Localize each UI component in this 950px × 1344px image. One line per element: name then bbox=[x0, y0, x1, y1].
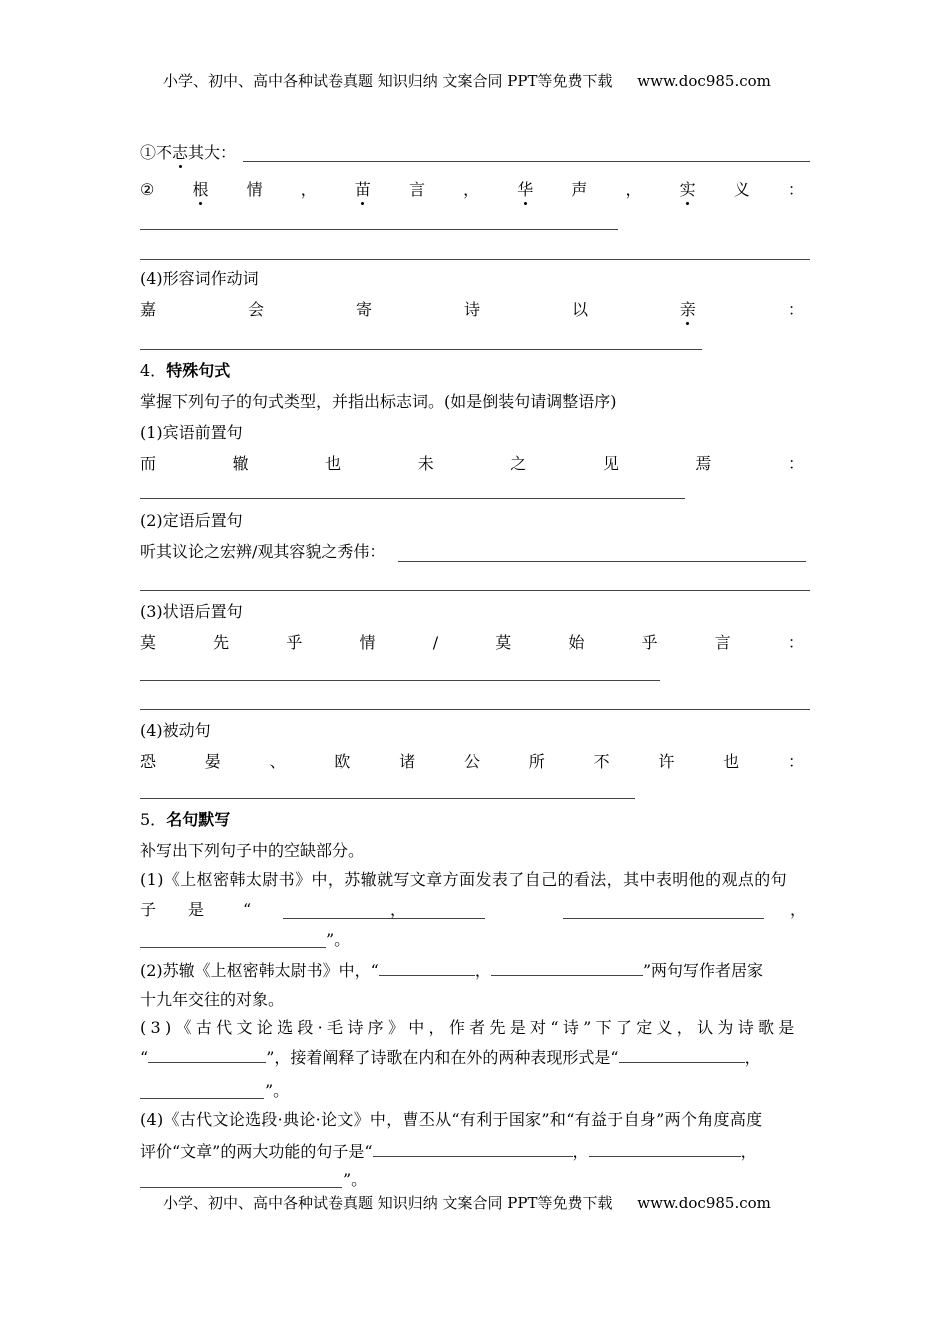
section-heading: 5．名句默写 bbox=[140, 810, 231, 829]
footer-url: www.doc985.com bbox=[637, 1194, 771, 1212]
item-2: ② 根 情 ， 苗 言 ， 华 声 ， 实 义 ： bbox=[140, 180, 804, 199]
answer-blank[interactable] bbox=[140, 1187, 342, 1188]
question-3-cont: “ ”，接着阐释了诗歌在内和在外的两种表现形式是“ ， bbox=[140, 1048, 761, 1067]
answer-blank[interactable] bbox=[589, 1142, 741, 1157]
example-sentence: 嘉 会 寄 诗 以 亲 ： bbox=[140, 300, 804, 319]
subsection-title: (4)被动句 bbox=[140, 721, 211, 740]
example-sentence: 莫 先 乎 情 / 莫 始 乎 言 ： bbox=[140, 633, 804, 652]
header-url: www.doc985.com bbox=[637, 72, 771, 90]
answer-blank[interactable] bbox=[491, 961, 643, 976]
instruction: 补写出下列句子中的空缺部分。 bbox=[140, 841, 365, 860]
subsection-title: (4)形容词作动词 bbox=[140, 269, 259, 288]
answer-blank[interactable] bbox=[140, 349, 702, 350]
subsection-title: (1)宾语前置句 bbox=[140, 423, 243, 442]
example-sentence: 而 辙 也 未 之 见 焉 ： bbox=[140, 454, 804, 473]
dotted-char: 志 bbox=[172, 143, 189, 162]
header-text: 小学、初中、高中各种试卷真题 知识归纳 文案合同 PPT等免费下载 bbox=[163, 72, 613, 90]
question-4-cont: 评价“文章”的两大功能的句子是“ ， ， bbox=[140, 1142, 757, 1161]
answer-blank[interactable] bbox=[563, 918, 764, 919]
answer-blank[interactable] bbox=[379, 961, 475, 976]
answer-blank[interactable] bbox=[140, 798, 635, 799]
quote-end: ”。 bbox=[326, 930, 351, 949]
answer-blank[interactable] bbox=[140, 947, 326, 948]
answer-blank[interactable] bbox=[398, 561, 806, 562]
question-1: (1)《上枢密韩太尉书》中，苏辙就写文章方面发表了自己的看法，其中表明他的观点的句 bbox=[140, 870, 788, 889]
answer-blank[interactable] bbox=[283, 918, 485, 919]
answer-blank[interactable] bbox=[140, 709, 810, 710]
answer-blank[interactable] bbox=[140, 590, 810, 591]
answer-blank[interactable] bbox=[243, 161, 810, 162]
subsection-title: (2)定语后置句 bbox=[140, 511, 243, 530]
quote-end: ”。 bbox=[343, 1170, 368, 1189]
subsection-title: (3)状语后置句 bbox=[140, 602, 243, 621]
page-footer bbox=[163, 1192, 771, 1213]
answer-blank[interactable] bbox=[373, 1142, 573, 1157]
section-heading: 4．特殊句式 bbox=[140, 361, 231, 380]
answer-blank[interactable] bbox=[140, 259, 810, 260]
question-4: (4)《古代文论选段·典论·论文》中，曹丕从“有利于国家”和“有益于自身”两个角度高度 bbox=[140, 1110, 763, 1129]
answer-blank[interactable] bbox=[148, 1048, 266, 1063]
instruction: 掌握下列句子的句式类型，并指出标志词。(如是倒装句请调整语序) bbox=[140, 392, 617, 411]
answer-blank[interactable] bbox=[619, 1048, 745, 1063]
footer-text: 小学、初中、高中各种试卷真题 知识归纳 文案合同 PPT等免费下载 bbox=[163, 1194, 613, 1212]
answer-blank[interactable] bbox=[140, 498, 685, 499]
question-2: (2)苏辙《上枢密韩太尉书》中，“ ， ”两句写作者居家 bbox=[140, 961, 764, 980]
example-sentence: 听其议论之宏辨/观其容貌之秀伟： bbox=[140, 542, 386, 561]
question-2-cont: 十九年交往的对象。 bbox=[140, 990, 285, 1009]
answer-blank[interactable] bbox=[140, 229, 618, 230]
page-header bbox=[163, 70, 771, 91]
item-1: ①不志其大： bbox=[140, 143, 237, 162]
example-sentence: 恐 晏 、 欧 诸 公 所 不 许 也 ： bbox=[140, 752, 804, 771]
quote-end: ”。 bbox=[265, 1081, 290, 1100]
question-3: (3)《古代文论选段·毛诗序》中，作者先是对“诗”下了定义，认为诗歌是 bbox=[140, 1018, 799, 1037]
answer-blank[interactable] bbox=[140, 680, 660, 681]
answer-blank[interactable] bbox=[140, 1098, 264, 1099]
